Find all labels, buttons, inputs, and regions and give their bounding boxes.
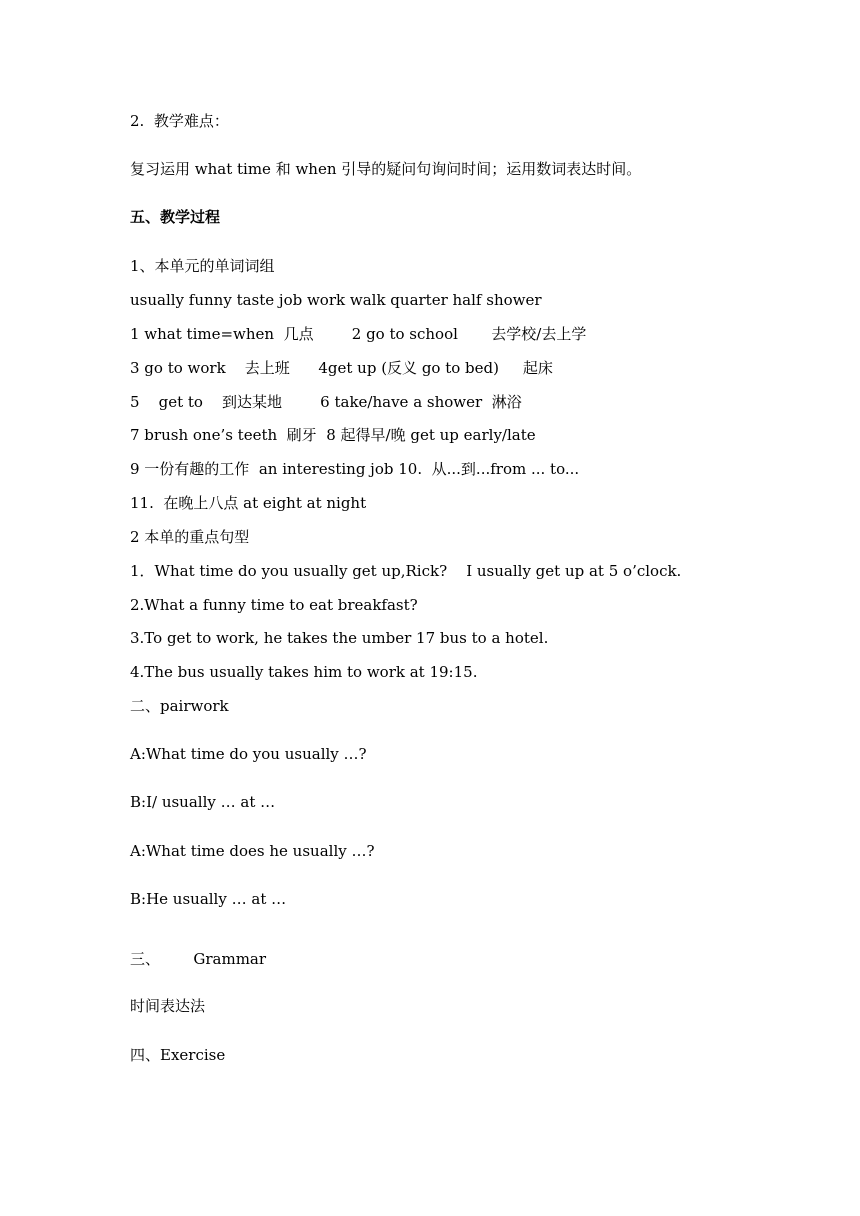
vocab-heading: 1、本单元的单词词组 xyxy=(130,257,275,275)
vocab-line: 1 what time=when 几点 2 go to school 去学校/去上学 xyxy=(130,325,587,343)
sentences-heading: 2 本单的重点句型 xyxy=(130,528,250,546)
dialogue-line: B:I/ usually … at … xyxy=(130,793,276,811)
vocab-line: 3 go to work 去上班 4get up (反义 go to bed) 起床 xyxy=(130,359,553,377)
pairwork-heading: 二、pairwork xyxy=(130,697,229,715)
process-heading: 五、教学过程 xyxy=(130,208,221,226)
sentence-line: 3.To get to work, he takes the umber 17 bus to a hotel. xyxy=(130,629,549,647)
sentence-line: 2.What a funny time to eat breakfast? xyxy=(130,596,418,614)
dialogue-line: A:What time do you usually …? xyxy=(130,745,367,763)
vocab-line: 9 一份有趣的工作 an interesting job 10. 从...到...from ... to... xyxy=(130,460,580,478)
difficulty-heading: 2. 教学难点： xyxy=(130,112,229,130)
grammar-text: 时间表达法 xyxy=(130,997,206,1015)
grammar-heading: 三、 Grammar xyxy=(130,950,267,968)
dialogue-line: B:He usually … at … xyxy=(130,890,287,908)
vocab-line: 7 brush one’s teeth 刷牙 8 起得早/晚 get up early/late xyxy=(130,426,536,444)
vocab-line: 11. 在晚上八点 at eight at night xyxy=(130,494,367,512)
sentence-line: 4.The bus usually takes him to work at 19:15. xyxy=(130,663,478,681)
difficulty-text: 复习运用 what time 和 when 引导的疑问句询问时间；运用数词表达时间。 xyxy=(130,160,642,178)
vocab-words: usually funny taste job work walk quarter half shower xyxy=(130,291,542,309)
dialogue-line: A:What time does he usually …? xyxy=(130,842,375,860)
exercise-heading: 四、Exercise xyxy=(130,1046,226,1064)
sentence-line: 1．What time do you usually get up,Rick? I usually get up at 5 o’clock. xyxy=(130,562,682,580)
vocab-line: 5 get to 到达某地 6 take/have a shower 淋浴 xyxy=(130,393,522,411)
